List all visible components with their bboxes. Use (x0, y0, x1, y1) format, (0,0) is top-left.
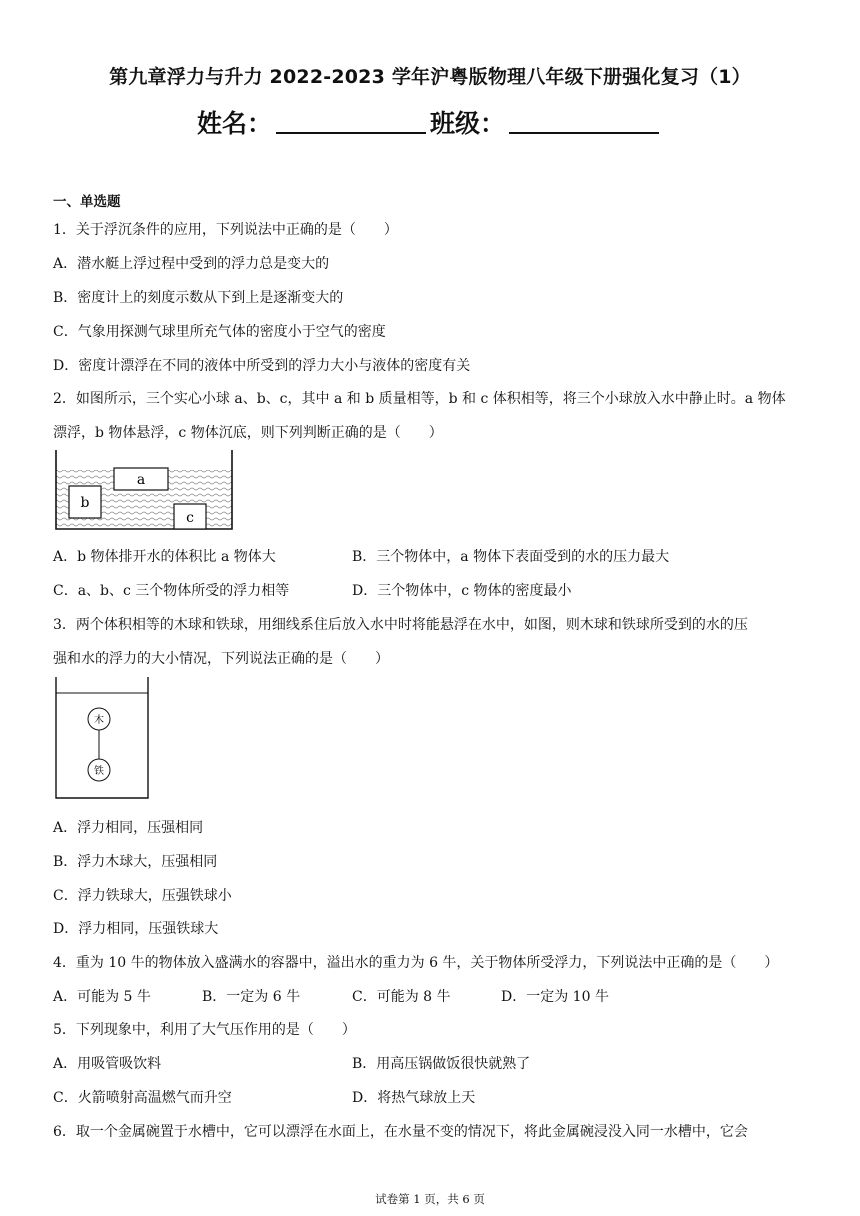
q4-option-d: D．一定为 10 牛 (501, 989, 609, 1005)
q3-stem-line1: 3．两个体积相等的木球和铁球，用细线系住后放入水中时将能悬浮在水中，如图，则木球和铁球所受到的水的压 (53, 617, 748, 633)
q1-stem: 1．关于浮沉条件的应用，下列说法中正确的是（ ） (53, 222, 398, 238)
q2-option-d: D．三个物体中，c 物体的密度最小 (352, 583, 572, 599)
q2-option-c: C．a、b、c 三个物体所受的浮力相等 (53, 583, 290, 599)
q3-stem-line2: 强和水的浮力的大小情况，下列说法正确的是（ ） (53, 651, 389, 667)
q3-iron-label: 铁 (94, 766, 104, 777)
q1-option-b: B．密度计上的刻度示数从下到上是逐渐变大的 (53, 290, 344, 306)
q5-option-b: B．用高压锅做饭很快就熟了 (352, 1056, 531, 1072)
q2-option-b: B．三个物体中，a 物体下表面受到的水的压力最大 (352, 549, 670, 565)
q5-stem: 5．下列现象中，利用了大气压作用的是（ ） (53, 1022, 356, 1038)
name-blank[interactable] (276, 110, 426, 134)
student-info-line (0, 104, 860, 140)
q5-option-d: D．将热气球放上天 (352, 1090, 476, 1106)
q1-option-a: A．潜水艇上浮过程中受到的浮力总是变大的 (53, 256, 330, 272)
page-footer: 试卷第 1 页，共 6 页 (375, 1192, 485, 1206)
q2-stem-line2: 漂浮，b 物体悬浮，c 物体沉底，则下列判断正确的是（ ） (53, 425, 443, 441)
q2-figure (54, 450, 236, 532)
section-heading: 一、单选题 (53, 194, 121, 210)
q1-option-d: D．密度计漂浮在不同的液体中所受到的浮力大小与液体的密度有关 (53, 358, 471, 374)
q4-stem: 4．重为 10 牛的物体放入盛满水的容器中，溢出水的重力为 6 牛，关于物体所受浮力，下列说法中正确的是（ ） (53, 955, 779, 971)
q5-option-a: A．用吸管吸饮料 (53, 1056, 162, 1072)
q3-figure (54, 677, 150, 801)
q2-stem-line1: 2．如图所示，三个实心小球 a、b、c，其中 a 和 b 质量相等，b 和 c 体积相等，将三个小球放入水中静止时。a 物体 (53, 391, 786, 407)
class-blank[interactable] (509, 110, 659, 134)
q4-option-a: A．可能为 5 牛 (53, 989, 151, 1005)
q1-option-c: C．气象用探测气球里所充气体的密度小于空气的密度 (53, 324, 386, 340)
q4-option-c: C．可能为 8 牛 (352, 989, 451, 1005)
q3-option-b: B．浮力木球大，压强相同 (53, 854, 218, 870)
q6-stem-line1: 6．取一个金属碗置于水槽中，它可以漂浮在水面上，在水量不变的情况下，将此金属碗浸没入同一水槽中，它会 (53, 1124, 748, 1140)
q3-option-d: D．浮力相同，压强铁球大 (53, 921, 219, 937)
q2-label-a: a (136, 472, 146, 488)
q4-option-b: B．一定为 6 牛 (202, 989, 301, 1005)
q2-label-b: b (80, 495, 90, 511)
q5-option-c: C．火箭喷射高温燃气而升空 (53, 1090, 232, 1106)
class-label: 班级： (430, 109, 506, 138)
q2-option-a: A．b 物体排开水的体积比 a 物体大 (53, 549, 276, 565)
name-label: 姓名： (196, 109, 272, 138)
q3-option-c: C．浮力铁球大，压强铁球小 (53, 888, 232, 904)
q3-option-a: A．浮力相同，压强相同 (53, 820, 204, 836)
q3-wood-label: 木 (94, 715, 104, 726)
exam-title: 第九章浮力与升力 2022-2023 学年沪粤版物理八年级下册强化复习（1） (109, 66, 751, 88)
q2-label-c: c (186, 510, 194, 526)
